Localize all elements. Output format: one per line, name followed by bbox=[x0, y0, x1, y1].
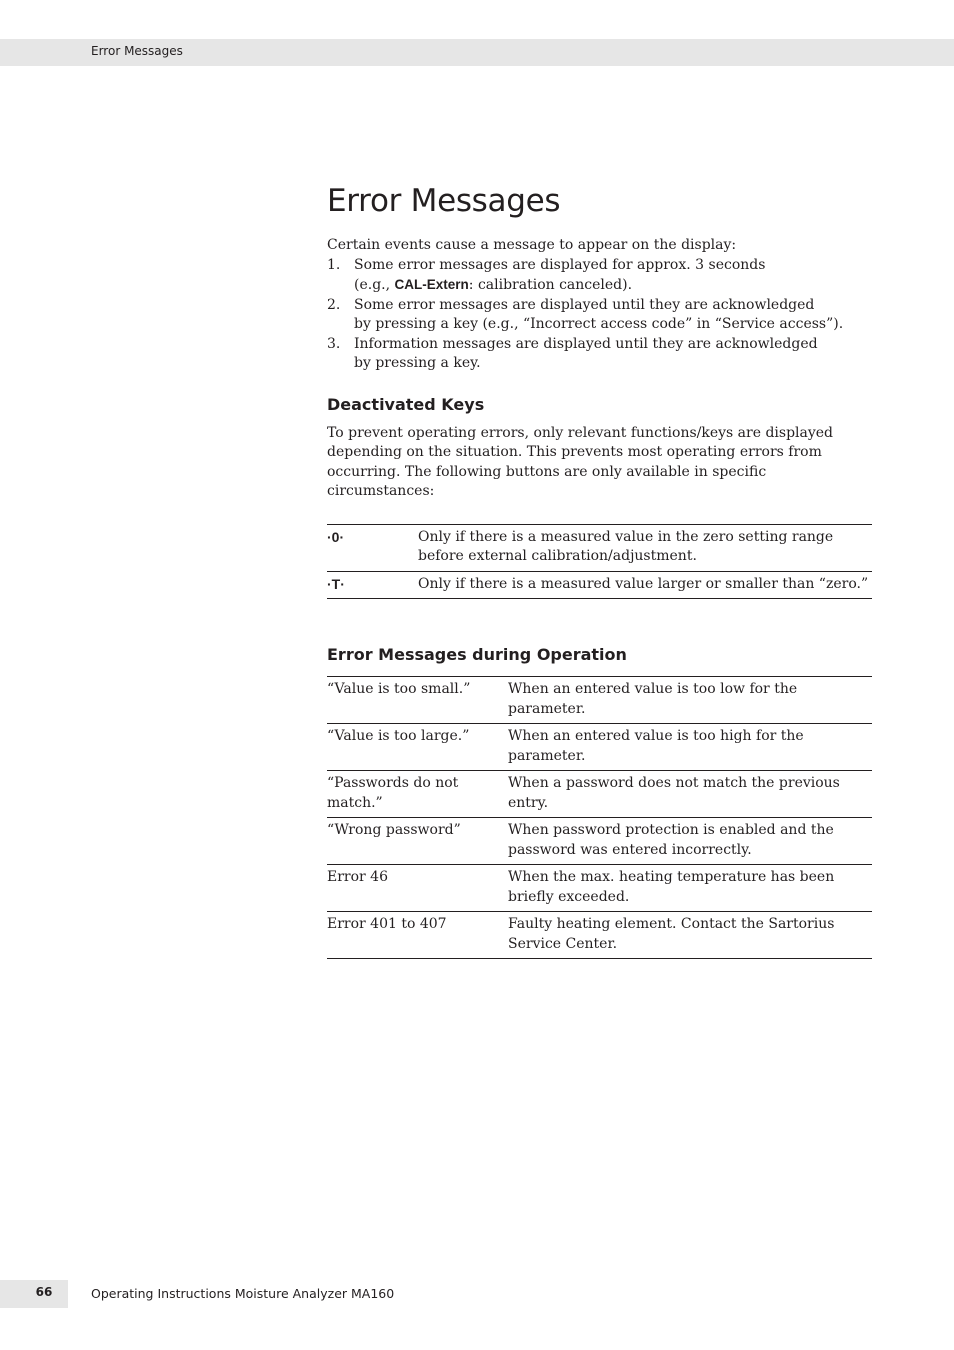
list-line: by pressing a key (e.g., “Incorrect access code” in “Service access”). bbox=[354, 316, 844, 332]
running-header: Error Messages bbox=[91, 44, 183, 58]
list-line: Some error messages are displayed for approx. 3 seconds bbox=[354, 256, 766, 273]
error-description: When a password does not match the previous entry. bbox=[508, 771, 872, 818]
footer-document-title: Operating Instructions Moisture Analyzer MA160 bbox=[91, 1286, 395, 1301]
operation-errors-table bbox=[327, 676, 872, 959]
page-title: Error Messages bbox=[327, 183, 561, 219]
list-item bbox=[327, 335, 872, 374]
table-row bbox=[327, 524, 872, 571]
deactivated-keys-paragraph: To prevent operating errors, only relevant functions/keys are displayed depending on the situation. This prevents most operating errors from occurring. The following buttons are only available in specific circumstances: bbox=[327, 424, 834, 499]
main-content bbox=[327, 180, 872, 959]
section-heading-deactivated-keys: Deactivated Keys bbox=[327, 394, 485, 414]
table-row bbox=[327, 571, 872, 599]
list-line-suffix: : calibration canceled). bbox=[468, 277, 633, 293]
error-message: Error 401 to 407 bbox=[327, 912, 508, 959]
list-item bbox=[327, 296, 872, 335]
list-item bbox=[327, 256, 872, 296]
list-number: 1. bbox=[327, 256, 341, 273]
error-description: Faulty heating element. Contact the Sartorius Service Center. bbox=[508, 912, 872, 959]
table-row bbox=[327, 912, 872, 959]
list-number: 3. bbox=[327, 335, 341, 352]
display-code: CAL-Extern bbox=[394, 277, 469, 292]
section-heading-operation-errors: Error Messages during Operation bbox=[327, 645, 627, 664]
error-description: When password protection is enabled and the password was entered incorrectly. bbox=[508, 818, 872, 865]
list-line: by pressing a key. bbox=[354, 355, 481, 371]
key-symbol: ·0· bbox=[327, 524, 418, 571]
key-description: Only if there is a measured value in the zero setting range before external calibration/adjustment. bbox=[418, 524, 872, 571]
list-line: Some error messages are displayed until they are acknowledged bbox=[354, 296, 815, 313]
error-description: When an entered value is too low for the parameter. bbox=[508, 677, 872, 724]
table-row bbox=[327, 724, 872, 771]
error-description: When the max. heating temperature has been briefly exceeded. bbox=[508, 865, 872, 912]
list-number: 2. bbox=[327, 296, 341, 313]
page-number: 66 bbox=[35, 1285, 53, 1299]
table-row bbox=[327, 818, 872, 865]
table-row bbox=[327, 677, 872, 724]
table-row bbox=[327, 771, 872, 818]
key-symbol: ·T· bbox=[327, 571, 418, 599]
table-row bbox=[327, 865, 872, 912]
error-message: “Passwords do not match.” bbox=[327, 771, 508, 818]
error-message: “Wrong password” bbox=[327, 818, 508, 865]
error-description: When an entered value is too high for the parameter. bbox=[508, 724, 872, 771]
list-line: Information messages are displayed until they are acknowledged bbox=[354, 335, 818, 352]
key-description: Only if there is a measured value larger or smaller than “zero.” bbox=[418, 571, 872, 599]
event-list bbox=[327, 256, 872, 374]
list-line-prefix: (e.g., bbox=[354, 277, 395, 293]
error-message: “Value is too large.” bbox=[327, 724, 508, 771]
error-message: “Value is too small.” bbox=[327, 677, 508, 724]
error-message: Error 46 bbox=[327, 865, 508, 912]
deactivated-keys-table bbox=[327, 524, 872, 600]
intro-text: Certain events cause a message to appear on the display: bbox=[327, 237, 737, 253]
